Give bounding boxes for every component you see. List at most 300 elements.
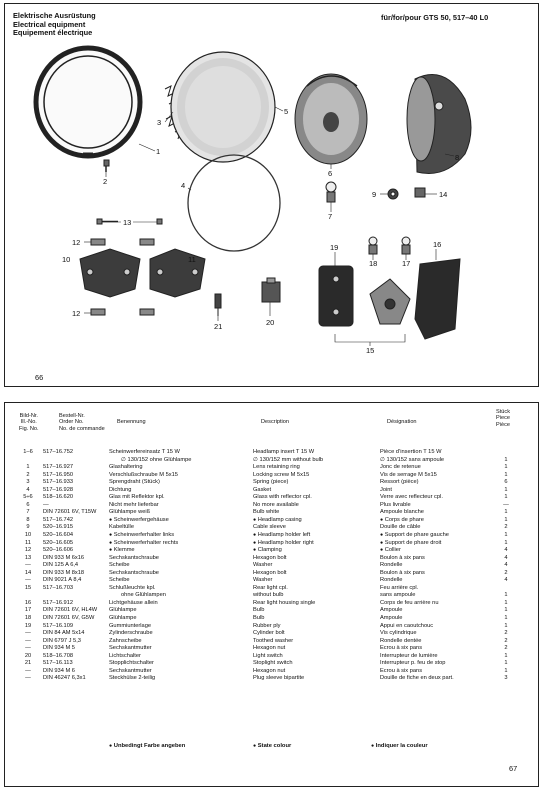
german-name-cell: ohne Glühlampen xyxy=(121,592,166,599)
headlamp-glass xyxy=(171,52,275,162)
german-name-cell: Sprengdraht (Stück) xyxy=(109,479,160,486)
header-description: Description xyxy=(261,419,289,425)
fig-no-cell: — xyxy=(25,637,31,644)
table-row xyxy=(5,585,540,593)
bullet-marker: ● xyxy=(109,547,113,554)
cell-text: Headlamp casing xyxy=(257,516,302,523)
callout-12b: 12 xyxy=(72,309,81,318)
french-designation-cell: Ecrou à six pans xyxy=(380,667,423,674)
cell-text: Headlamp holder left xyxy=(257,532,311,539)
fig-no-cell: 9 xyxy=(26,524,30,531)
table-row xyxy=(5,615,540,623)
german-name-cell xyxy=(109,517,169,525)
fig-no-cell: 4 xyxy=(26,486,30,493)
german-name-cell xyxy=(109,532,174,540)
callout-15: 15 xyxy=(366,346,375,355)
quantity-cell: 1 xyxy=(504,464,508,471)
order-no-cell: 520–16.604 xyxy=(43,532,74,539)
english-description-cell: Locking screw M 5x15 xyxy=(253,471,310,478)
headlamp-casing xyxy=(407,75,471,174)
quantity-cell: 1 xyxy=(504,652,508,659)
french-designation-cell: Rondelle xyxy=(380,562,403,569)
headlamp-bulb xyxy=(326,182,336,202)
fig-no-cell: 15 xyxy=(24,584,32,591)
page-number-66: 66 xyxy=(35,373,44,382)
callout-11: 11 xyxy=(188,255,196,264)
rear-light-bulbs xyxy=(369,237,410,254)
french-designation-cell xyxy=(380,532,449,540)
german-name-cell: Glas mit Reflektor kpl. xyxy=(109,494,165,501)
quantity-cell: 1 xyxy=(504,516,508,523)
french-designation-cell: Verre avec reflecteur cpl. xyxy=(380,494,443,501)
table-row xyxy=(5,570,540,578)
parts-table xyxy=(5,449,540,683)
table-row xyxy=(5,607,540,615)
cell-text: Headlamp holder right xyxy=(257,539,314,546)
stoplight-switch xyxy=(215,294,221,316)
german-name-cell: Scheinwerfereinsatz T 15 W xyxy=(109,449,180,455)
french-designation-cell: Corps de feu arrière nu xyxy=(380,599,439,606)
order-no-cell: DIN 46247 6,3x1 xyxy=(43,675,86,682)
header-qty-de: Stück xyxy=(496,409,510,415)
german-name-cell: Glühlampe xyxy=(109,607,137,614)
french-designation-cell: Plus livrable xyxy=(380,501,411,508)
order-no-cell: DIN 72601 6V, T15W xyxy=(43,509,97,516)
english-description-cell: Rear light cpl. xyxy=(253,584,288,591)
callout-4: 4 xyxy=(181,181,186,190)
cell-text: Support de phare gauche xyxy=(384,532,449,539)
english-description-cell: Bulb white xyxy=(253,509,280,516)
order-no-cell: 517–16.703 xyxy=(43,584,74,591)
table-row xyxy=(5,645,540,653)
callout-12a: 12 xyxy=(72,238,81,247)
fig-no-cell: 1 xyxy=(26,464,30,471)
german-name-cell: Lichtschalter xyxy=(109,652,141,659)
table-row xyxy=(5,502,540,510)
title-french: Equipement électrique xyxy=(13,28,93,38)
rear-light-housing xyxy=(415,259,460,339)
english-description-cell: ∅ 130/152 mm without bulb xyxy=(253,456,324,463)
header-fig-de: Bild-Nr. xyxy=(19,413,38,419)
header-order-no xyxy=(59,413,105,432)
header-order-en: Order No. xyxy=(59,419,84,426)
order-no-cell: 517–16.752 xyxy=(43,449,74,455)
french-designation-cell: Ampoule xyxy=(380,615,403,622)
table-row xyxy=(5,562,540,570)
french-designation-cell: Ampoule blanche xyxy=(380,509,424,516)
fig-no-cell: 21 xyxy=(24,660,32,667)
english-description-cell: Cylinder bolt xyxy=(253,630,285,637)
table-row xyxy=(5,517,540,525)
french-designation-cell: Boulon à six pans xyxy=(380,569,425,576)
quantity-cell: 1 xyxy=(504,607,508,614)
header-fig-no xyxy=(19,413,39,432)
quantity-cell: 1 xyxy=(504,592,508,599)
fig-no-cell: 12 xyxy=(24,547,32,554)
german-name-cell: Kabeltülle xyxy=(109,524,134,531)
french-designation-cell: sans ampoule xyxy=(380,592,416,599)
page-number-67: 67 xyxy=(509,764,518,773)
english-description-cell: Hexagon bolt xyxy=(253,554,287,561)
fig-no-cell: — xyxy=(25,562,31,569)
table-row xyxy=(5,494,540,502)
english-description-cell: Hexagon nut xyxy=(253,645,286,652)
french-designation-cell: Interrupteur p. feu de stop xyxy=(380,660,446,667)
callout-13: 13 xyxy=(123,218,132,227)
table-row xyxy=(5,524,540,532)
quantity-cell: — xyxy=(503,501,509,508)
quantity-cell: 2 xyxy=(504,637,508,644)
quantity-cell: 1 xyxy=(504,622,508,629)
bullet-marker: ● xyxy=(109,516,113,523)
english-description-cell: No more available xyxy=(253,501,299,508)
hexagon-bolt-14 xyxy=(415,188,425,197)
order-no-cell: 517–16.912 xyxy=(43,599,74,606)
order-no-cell: 517–16.927 xyxy=(43,464,74,471)
table-row xyxy=(5,464,540,472)
header-qty xyxy=(496,409,510,428)
fig-no-cell: 7 xyxy=(26,509,30,516)
table-row xyxy=(5,653,540,661)
fig-no-cell: — xyxy=(25,630,31,637)
fig-no-cell: 1–6 xyxy=(23,449,33,455)
callout-10: 10 xyxy=(62,255,71,264)
order-no-cell: DIN 84 AM 5x14 xyxy=(43,630,85,637)
title-german: Elektrische Ausrüstung xyxy=(13,11,96,20)
quantity-cell: 4 xyxy=(504,554,508,561)
title-english: Electrical equipment xyxy=(13,19,86,29)
cell-text: Scheinwerferhalter links xyxy=(113,532,175,539)
order-no-cell: DIN 72601 6V, G5W xyxy=(43,615,95,622)
quantity-cell: 1 xyxy=(504,494,508,501)
german-name-cell: Zahnscheibe xyxy=(109,637,142,644)
callout-1: 1 xyxy=(156,147,161,156)
table-row xyxy=(5,638,540,646)
lens-retaining-ring xyxy=(36,48,140,156)
quantity-cell: 4 xyxy=(504,562,508,569)
table-row xyxy=(5,623,540,631)
header-qty-fr: Pièce xyxy=(496,421,510,428)
table-row xyxy=(5,555,540,563)
order-no-cell: 518–16.620 xyxy=(43,494,74,501)
quantity-cell: 2 xyxy=(504,645,508,652)
quantity-cell: 1 xyxy=(504,539,508,546)
french-designation-cell: ∅ 130/152 sans ampoule xyxy=(380,456,445,463)
bullet-marker: ● xyxy=(109,532,113,539)
header-order-fr: No. de commande xyxy=(59,425,105,432)
fig-no-cell: 6 xyxy=(26,501,30,508)
cell-text: Collier xyxy=(384,547,401,554)
order-no-cell: DIN 934 M 5 xyxy=(43,645,75,652)
fig-no-cell: 10 xyxy=(24,532,32,539)
german-name-cell: Sechskantschraube xyxy=(109,554,159,561)
callout-21: 21 xyxy=(214,322,223,331)
english-description-cell: Plug sleeve bipartite xyxy=(253,675,305,682)
english-description-cell xyxy=(253,532,310,540)
header-benennung: Benennung xyxy=(117,419,146,425)
german-name-cell: Glühlampe weiß xyxy=(109,509,151,516)
quantity-cell: 4 xyxy=(504,577,508,584)
header-fig-fr: Fig. No. xyxy=(19,425,39,432)
german-name-cell: Sechskantmutter xyxy=(109,645,152,652)
table-row xyxy=(5,532,540,540)
headlamp-holder-left xyxy=(80,249,140,297)
table-row xyxy=(5,479,540,487)
french-designation-cell xyxy=(380,547,401,555)
headlamp-holder-right xyxy=(150,249,205,297)
cell-text: Scheinwerfergehäuse xyxy=(113,516,169,523)
french-designation-cell xyxy=(380,517,424,525)
bullet-marker: ● xyxy=(253,547,257,554)
table-row xyxy=(5,457,540,465)
callout-20: 20 xyxy=(266,318,275,327)
quantity-cell: 1 xyxy=(504,486,508,493)
french-designation-cell: Joint xyxy=(380,486,393,493)
footnote-fr: ● Indiquer la couleur xyxy=(371,743,428,749)
cell-text: Support de phare droit xyxy=(384,539,442,546)
table-row xyxy=(5,547,540,555)
rear-light-assembly xyxy=(370,279,410,324)
order-no-cell: DIN 933 M 8x18 xyxy=(43,569,85,576)
header-fig-en: Ill.-No. xyxy=(20,419,37,426)
callout-8: 8 xyxy=(455,153,460,162)
french-designation-cell xyxy=(380,540,441,548)
order-no-cell: DIN 9021 A 8,4 xyxy=(43,577,82,584)
english-description-cell: Stoplight switch xyxy=(253,660,293,667)
french-designation-cell: Vis cylindrique xyxy=(380,630,417,637)
quantity-cell: 1 xyxy=(504,509,508,516)
fig-no-cell: — xyxy=(25,667,31,674)
order-no-cell: 517–16.742 xyxy=(43,516,74,523)
table-row xyxy=(5,592,540,600)
english-description-cell: Lens retaining ring xyxy=(253,464,300,471)
english-description-cell: Toothed washer xyxy=(253,637,294,644)
quantity-cell: 1 xyxy=(504,615,508,622)
cell-text: Scheinwerferhalter rechts xyxy=(113,539,179,546)
fig-no-cell: 13 xyxy=(24,554,32,561)
english-description-cell: Headlamp insert T 15 W xyxy=(253,449,315,455)
table-row xyxy=(5,577,540,585)
german-name-cell: Schlußleuchte kpl. xyxy=(109,584,156,591)
parts-list-page xyxy=(4,402,539,787)
bullet-marker: ● xyxy=(380,539,384,546)
quantity-cell: 1 xyxy=(504,532,508,539)
fig-no-cell: — xyxy=(25,645,31,652)
order-no-cell: 520–16.606 xyxy=(43,547,74,554)
exploded-parts-diagram xyxy=(5,4,540,388)
table-row xyxy=(5,668,540,676)
order-no-cell: 517–16.109 xyxy=(43,622,74,629)
bullet-marker: ● xyxy=(109,539,113,546)
french-designation-cell: Douille de fiche en deux part. xyxy=(380,675,454,682)
french-designation-cell: Douille de câble xyxy=(380,524,421,531)
header-designation: Désignation xyxy=(387,419,417,425)
quantity-cell: 1 xyxy=(504,660,508,667)
french-designation-cell: Pièce d’insertion T 15 W xyxy=(380,449,442,455)
fig-no-cell: 5÷6 xyxy=(23,494,33,501)
table-row xyxy=(5,487,540,495)
callout-17: 17 xyxy=(402,259,411,268)
header-order-de: Bestell-Nr. xyxy=(59,413,85,419)
fig-no-cell: 8 xyxy=(26,516,30,523)
table-row xyxy=(5,449,540,457)
english-description-cell: Spring (piece) xyxy=(253,479,289,486)
fig-no-cell: 14 xyxy=(24,569,32,576)
fig-no-cell: — xyxy=(25,577,31,584)
fig-no-cell: 20 xyxy=(24,652,32,659)
french-designation-cell: Interrupteur de lumière xyxy=(380,652,438,659)
callout-6: 6 xyxy=(328,169,333,178)
table-row xyxy=(5,509,540,517)
french-designation-cell: Boulon à six pans xyxy=(380,554,425,561)
english-description-cell: Rubber ply xyxy=(253,622,281,629)
quantity-cell: 6 xyxy=(504,479,508,486)
fig-no-cell: 2 xyxy=(26,471,30,478)
english-description-cell: Hexagon bolt xyxy=(253,569,287,576)
table-row xyxy=(5,600,540,608)
english-description-cell: without bulb xyxy=(253,592,284,599)
german-name-cell: Sechskantmutter xyxy=(109,667,152,674)
table-row xyxy=(5,660,540,668)
french-designation-cell: Appui en caoutchouc xyxy=(380,622,434,629)
rubber-ply xyxy=(319,266,353,326)
english-description-cell: Cable sleeve xyxy=(253,524,286,531)
fig-no-cell: 3 xyxy=(26,479,30,486)
quantity-cell: 2 xyxy=(504,630,508,637)
callout-2: 2 xyxy=(103,177,108,186)
german-name-cell: Steckhülse 2-teilig xyxy=(109,675,156,682)
french-designation-cell: Rondelle dentée xyxy=(380,637,422,644)
english-description-cell: Washer xyxy=(253,562,273,569)
order-no-cell: DIN 6797 J 5,3 xyxy=(43,637,81,644)
bullet-marker: ● xyxy=(253,539,257,546)
english-description-cell: Gasket xyxy=(253,486,272,493)
locking-screw xyxy=(104,160,109,172)
quantity-cell: 1 xyxy=(504,456,508,463)
english-description-cell: Light switch xyxy=(253,652,283,659)
light-switch xyxy=(262,278,280,302)
english-description-cell xyxy=(253,540,314,548)
order-no-cell: — xyxy=(43,501,49,508)
order-no-cell: 517–16.113 xyxy=(43,660,73,667)
footnote-en: ● State colour xyxy=(253,743,292,749)
english-description-cell xyxy=(253,517,302,525)
english-description-cell: Bulb xyxy=(253,607,265,614)
quantity-cell: 2 xyxy=(504,569,508,576)
french-designation-cell: Feu arrière cpl. xyxy=(380,584,419,591)
french-designation-cell: Ressort (pièce) xyxy=(380,479,419,486)
table-row xyxy=(5,675,540,683)
german-name-cell: Glashaltering xyxy=(109,464,143,471)
german-name-cell: Dichtung xyxy=(109,486,132,493)
german-name-cell: Glühlampe xyxy=(109,615,137,622)
french-designation-cell: Jonc de retenue xyxy=(380,464,421,471)
quantity-cell: 1 xyxy=(504,471,508,478)
callout-7: 7 xyxy=(328,212,333,221)
fig-no-cell: 16 xyxy=(24,599,32,606)
english-description-cell: Washer xyxy=(253,577,273,584)
fig-no-cell: 19 xyxy=(24,622,32,629)
english-description-cell: Rear light housing single xyxy=(253,599,316,606)
table-row xyxy=(5,540,540,548)
german-name-cell: Gummiunterlage xyxy=(109,622,152,629)
fig-no-cell: 18 xyxy=(24,615,32,622)
header-qty-en: Piece xyxy=(496,415,510,422)
cell-text: Clamping xyxy=(257,547,282,554)
order-no-cell: DIN 72601 6V, HL4W xyxy=(43,607,98,614)
order-no-cell: DIN 125 A 6,4 xyxy=(43,562,79,569)
reflector xyxy=(295,74,367,164)
callout-18: 18 xyxy=(369,259,378,268)
german-name-cell: Lichtgehäuse allein xyxy=(109,599,158,606)
footnote-de: ● Unbedingt Farbe angeben xyxy=(109,743,186,749)
fig-no-cell: 17 xyxy=(24,607,32,614)
cell-text: Klemme xyxy=(113,547,135,554)
order-no-cell: 518–16.708 xyxy=(43,652,74,659)
callout-19: 19 xyxy=(330,243,339,252)
german-name-cell: Nicht mehr lieferbar xyxy=(109,501,159,508)
quantity-cell: 4 xyxy=(504,547,508,554)
order-no-cell: 517–16.950 xyxy=(43,471,74,478)
quantity-cell: 2 xyxy=(504,524,508,531)
english-description-cell: Glass with reflector cpl. xyxy=(253,494,312,501)
fig-no-cell: 11 xyxy=(25,539,31,546)
quantity-cell: 3 xyxy=(504,675,508,682)
gasket xyxy=(188,155,280,251)
bullet-marker: ● xyxy=(380,532,384,539)
quantity-cell: 1 xyxy=(504,599,508,606)
order-no-cell: 517–16.933 xyxy=(43,479,74,486)
quantity-cell: 1 xyxy=(504,667,508,674)
diagram-page xyxy=(4,3,539,387)
german-name-cell: Scheibe xyxy=(109,577,130,584)
french-designation-cell: Ecrou à six pans xyxy=(380,645,423,652)
english-description-cell: Bulb xyxy=(253,615,265,622)
bullet-marker: ● xyxy=(253,516,257,523)
order-no-cell: DIN 933 M 6x16 xyxy=(43,554,85,561)
callout-3: 3 xyxy=(157,118,162,127)
german-name-cell: Verschlußschraube M 5x15 xyxy=(109,471,178,478)
order-no-cell: 517–16.928 xyxy=(43,486,74,493)
german-name-cell: Stopplichtschalter xyxy=(109,660,154,667)
bullet-marker: ● xyxy=(380,547,384,554)
callout-9: 9 xyxy=(372,190,377,199)
french-designation-cell: Rondelle xyxy=(380,577,403,584)
cell-text: Corps de phare xyxy=(384,516,424,523)
german-name-cell xyxy=(109,547,135,555)
german-name-cell: Zylinderschraube xyxy=(109,630,153,637)
french-designation-cell: Vis de serrage M 5x15 xyxy=(380,471,437,478)
order-no-cell: 520–16.915 xyxy=(43,524,74,531)
model-label: für/for/pour GTS 50, 517–40 L0 xyxy=(381,13,489,22)
bullet-marker: ● xyxy=(380,516,384,523)
fig-no-cell: — xyxy=(25,675,31,682)
english-description-cell: Hexagon nut xyxy=(253,667,286,674)
callout-16: 16 xyxy=(433,240,442,249)
order-no-cell: 520–16.605 xyxy=(43,539,74,546)
table-row xyxy=(5,630,540,638)
callout-5: 5 xyxy=(284,107,289,116)
german-name-cell: Scheibe xyxy=(109,562,130,569)
english-description-cell xyxy=(253,547,282,555)
german-name-cell xyxy=(109,540,178,548)
german-name-cell: Sechskantschraube xyxy=(109,569,159,576)
german-name-cell: ∅ 130/152 ohne Glühlampe xyxy=(121,456,192,463)
bullet-marker: ● xyxy=(253,532,257,539)
french-designation-cell: Ampoule xyxy=(380,607,403,614)
order-no-cell: DIN 934 M 6 xyxy=(43,667,75,674)
cable-sleeve xyxy=(388,189,398,199)
